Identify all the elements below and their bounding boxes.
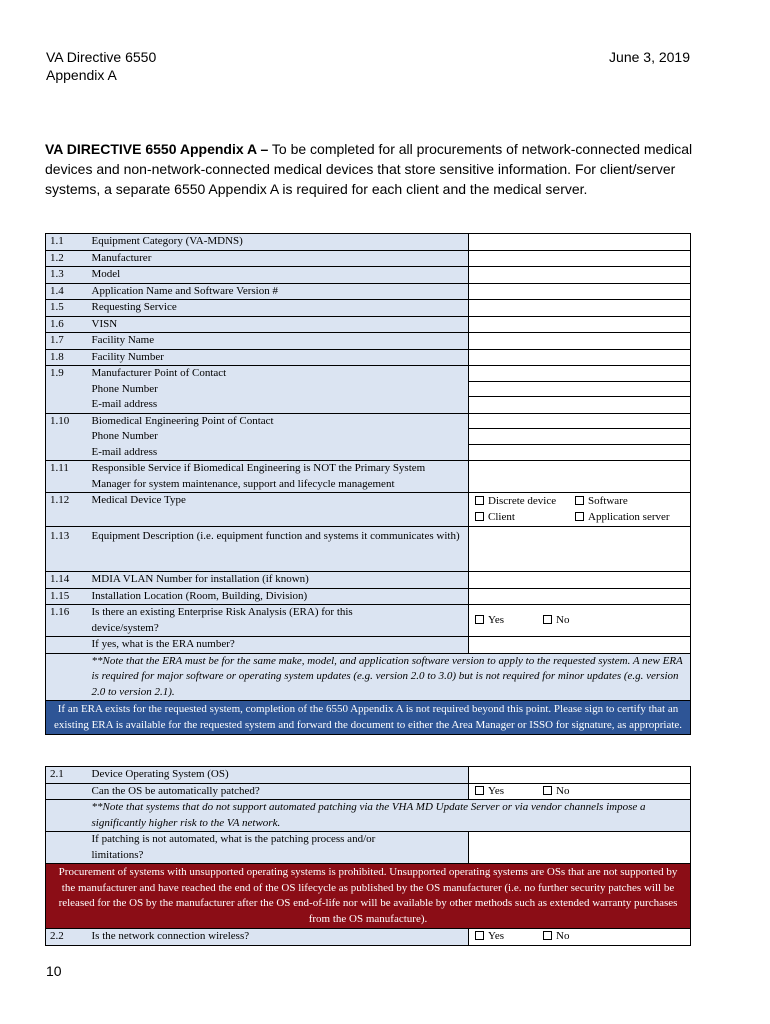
era-yes-option[interactable]: Yes	[475, 613, 543, 629]
table-row	[46, 783, 691, 800]
row-number: 1.3	[46, 267, 88, 284]
software-option[interactable]: Software	[575, 494, 628, 510]
manufacturer-poc-label: Manufacturer Point of Contact	[91, 367, 227, 379]
table-row	[46, 572, 691, 589]
manufacturer-poc-email-field[interactable]	[469, 397, 690, 413]
wireless-yes-option[interactable]: Yes	[475, 929, 543, 945]
table-row	[46, 461, 691, 493]
biomed-poc-fields	[469, 413, 691, 461]
biomed-poc-name-field[interactable]	[469, 414, 690, 430]
row-number: 2.2	[46, 929, 88, 946]
table-row	[46, 588, 691, 605]
row-number: 1.8	[46, 349, 88, 366]
row-label: Is the network connection wireless?	[88, 929, 469, 946]
row-number: 1.16	[46, 605, 88, 637]
wireless-no-option[interactable]: No	[543, 929, 569, 945]
application-server-option[interactable]: Application server	[575, 510, 670, 526]
manufacturer-field[interactable]	[469, 250, 691, 267]
row-label: VISN	[88, 316, 469, 333]
row-label: Requesting Service	[88, 300, 469, 317]
checkbox-icon	[475, 496, 484, 505]
row-label: Responsible Service if Biomedical Engineering is NOT the Primary System Manager for system maintenance, support and lifecycle management	[88, 461, 469, 493]
table-row	[46, 929, 691, 946]
row-number: 1.6	[46, 316, 88, 333]
row-number-blank	[46, 653, 88, 701]
row-label: Installation Location (Room, Building, Division)	[88, 588, 469, 605]
device-type-options	[469, 493, 691, 527]
document-header	[46, 48, 156, 84]
phone-label: Phone Number	[91, 430, 158, 442]
biomed-poc-phone-field[interactable]	[469, 429, 690, 445]
checkbox-icon	[475, 786, 484, 795]
row-number-blank	[46, 800, 88, 832]
era-number-label: If yes, what is the ERA number?	[88, 637, 469, 654]
facility-number-field[interactable]	[469, 349, 691, 366]
era-exists-options	[469, 605, 691, 637]
equipment-category-field[interactable]	[469, 234, 691, 251]
checkbox-icon	[543, 786, 552, 795]
auto-patch-options	[469, 783, 691, 800]
row-label	[88, 366, 469, 414]
row-number: 1.13	[46, 527, 88, 572]
row-number: 1.5	[46, 300, 88, 317]
wireless-options	[469, 929, 691, 946]
application-version-field[interactable]	[469, 283, 691, 300]
checkbox-icon	[543, 931, 552, 940]
table-row	[46, 250, 691, 267]
row-label: Facility Name	[88, 333, 469, 350]
manufacturer-poc-phone-field[interactable]	[469, 382, 690, 398]
row-number: 1.2	[46, 250, 88, 267]
row-label: MDIA VLAN Number for installation (if known)	[88, 572, 469, 589]
table-row	[46, 864, 691, 929]
row-label: Equipment Category (VA-MDNS)	[88, 234, 469, 251]
row-number: 2.1	[46, 767, 88, 784]
email-label: E-mail address	[91, 445, 158, 458]
checkbox-icon	[543, 615, 552, 624]
row-label: Model	[88, 267, 469, 284]
table-row	[46, 349, 691, 366]
equipment-description-field[interactable]	[469, 527, 691, 572]
vlan-number-field[interactable]	[469, 572, 691, 589]
table-row	[46, 832, 691, 864]
checkbox-icon	[575, 496, 584, 505]
installation-location-field[interactable]	[469, 588, 691, 605]
table-row	[46, 800, 691, 832]
checkbox-icon	[475, 512, 484, 521]
section2-table	[45, 766, 691, 946]
table-row	[46, 653, 691, 701]
biomed-poc-email-field[interactable]	[469, 445, 690, 461]
era-note: **Note that the ERA must be for the same make, model, and application software version to apply to the requested system. A new ERA is required for major software or operating system updates (e.g. version 2.0 to 3.0) but is not required for minor updates (e.g. version 2.0 to version 2.1).	[88, 653, 691, 701]
phone-label: Phone Number	[91, 382, 158, 395]
row-number: 1.4	[46, 283, 88, 300]
model-field[interactable]	[469, 267, 691, 284]
discrete-device-option[interactable]: Discrete device	[475, 494, 575, 510]
email-label: E-mail address	[91, 398, 158, 410]
document-date: June 3, 2019	[609, 49, 690, 65]
table-row	[46, 605, 691, 637]
table-row	[46, 333, 691, 350]
unsupported-os-banner: Procurement of systems with unsupported operating systems is prohibited. Unsupported operating systems are OSs that are not supported by the manufacturer and have reached the end of the OS lifecycle as published by the OS manufacturer (i.e. no further security patches will be released for the OS by the manufacturer after the OS end-of-life nor will be available by other methods such as extended warranty purchases from the OS manufacture).	[46, 864, 691, 929]
section1-table	[45, 233, 691, 735]
table-row	[46, 637, 691, 654]
row-label: Application Name and Software Version #	[88, 283, 469, 300]
table-row	[46, 527, 691, 572]
row-number: 1.10	[46, 413, 88, 461]
table-row	[46, 300, 691, 317]
facility-name-field[interactable]	[469, 333, 691, 350]
patch-label: Can the OS be automatically patched?	[88, 783, 469, 800]
checkbox-icon	[475, 931, 484, 940]
row-number: 1.7	[46, 333, 88, 350]
patch-process-field[interactable]	[469, 832, 691, 864]
row-label: Medical Device Type	[88, 493, 469, 527]
row-label: Equipment Description (i.e. equipment function and systems it communicates with)	[88, 527, 469, 572]
intro-bold: VA DIRECTIVE 6550 Appendix A –	[45, 141, 269, 157]
row-number-blank	[46, 783, 88, 800]
intro-paragraph	[45, 139, 705, 199]
checkbox-icon	[575, 512, 584, 521]
patch-process-label: If patching is not automated, what is the patching process and/or limitations?	[88, 832, 469, 864]
era-number-field[interactable]	[469, 637, 691, 654]
manufacturer-poc-fields	[469, 366, 691, 414]
table-row	[46, 701, 691, 735]
document-title: VA Directive 6550	[46, 49, 157, 65]
requesting-service-field[interactable]	[469, 300, 691, 317]
row-label: Is there an existing Enterprise Risk Analysis (ERA) for this device/system?	[88, 605, 469, 637]
operating-system-field[interactable]	[469, 767, 691, 784]
row-label: Device Operating System (OS)	[88, 767, 469, 784]
patch-note: **Note that systems that do not support automated patching via the VHA MD Update Server or via vendor channels impose a significantly higher risk to the VA network.	[88, 800, 691, 832]
checkbox-icon	[475, 615, 484, 624]
row-label: Manufacturer	[88, 250, 469, 267]
era-banner: If an ERA exists for the requested system, completion of the 6550 Appendix A is not required beyond this point. Please sign to certify that an existing ERA is available for the requested system and forward the document to either the Area Manager or ISSO for signature, as appropriate.	[46, 701, 691, 735]
client-option[interactable]: Client	[475, 510, 575, 526]
row-number: 1.11	[46, 461, 88, 493]
biomed-poc-label: Biomedical Engineering Point of Contact	[91, 414, 274, 427]
row-number: 1.15	[46, 588, 88, 605]
page-number: 10	[46, 963, 62, 979]
appendix-label: Appendix A	[46, 67, 117, 83]
table-row	[46, 413, 691, 461]
table-row	[46, 493, 691, 527]
era-no-option[interactable]: No	[543, 613, 569, 629]
responsible-service-field[interactable]	[469, 461, 691, 493]
table-row	[46, 283, 691, 300]
table-row	[46, 366, 691, 414]
table-row	[46, 767, 691, 784]
row-label: Facility Number	[88, 349, 469, 366]
row-number-blank	[46, 637, 88, 654]
row-label	[88, 413, 469, 461]
row-number: 1.12	[46, 493, 88, 527]
row-number: 1.14	[46, 572, 88, 589]
table-row	[46, 234, 691, 251]
visn-field[interactable]	[469, 316, 691, 333]
patch-no-option[interactable]: No	[543, 784, 569, 800]
intro-text: To be completed for all procurements of network-connected medical devices and non-network-connected medical devices that store sensitive information. For client/server systems, a separate 6550 Appendix A is required for each client and the medical server.	[45, 141, 693, 197]
table-row	[46, 267, 691, 284]
row-number: 1.1	[46, 234, 88, 251]
manufacturer-poc-name-field[interactable]	[469, 366, 690, 382]
row-number-blank	[46, 832, 88, 864]
table-row	[46, 316, 691, 333]
row-number: 1.9	[46, 366, 88, 414]
patch-yes-option[interactable]: Yes	[475, 784, 543, 800]
